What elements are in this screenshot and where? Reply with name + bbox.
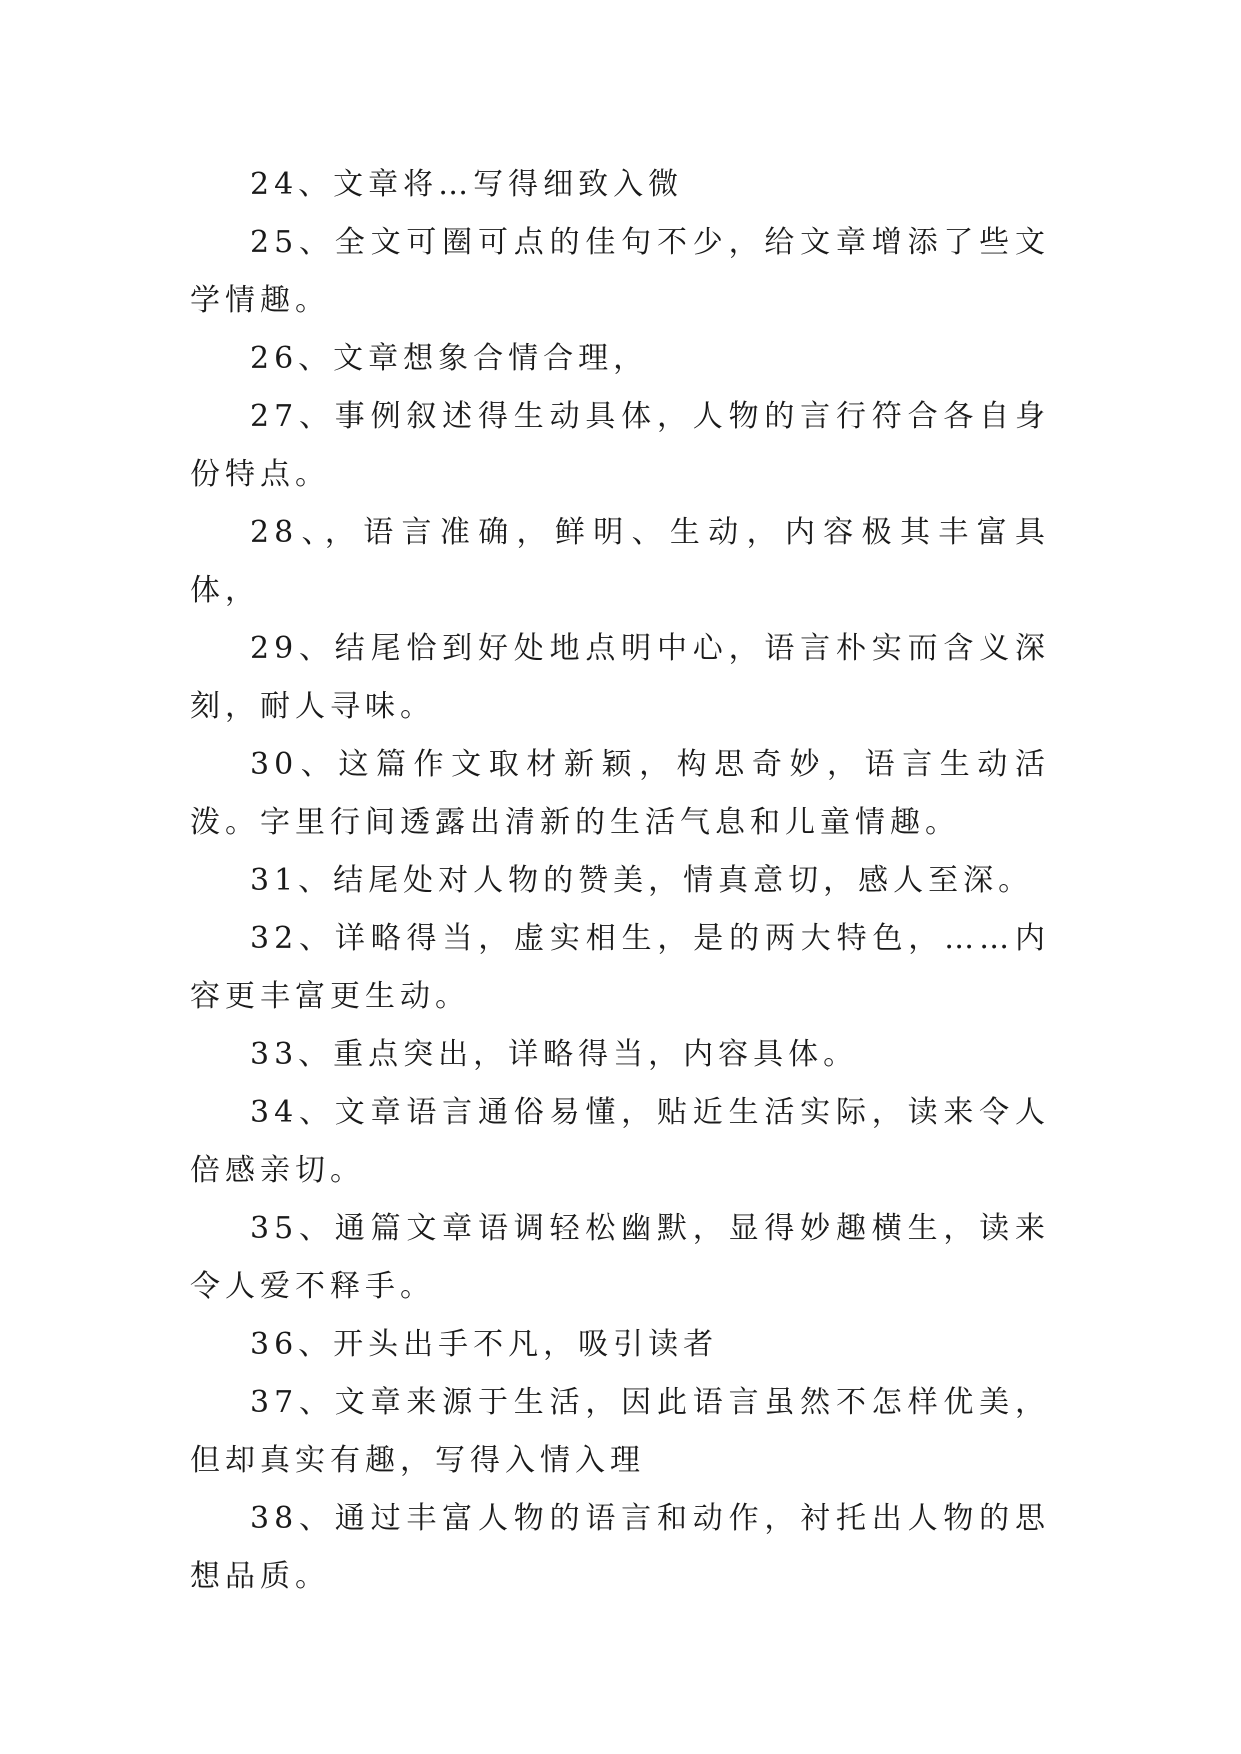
document-body bbox=[190, 156, 1050, 1606]
paragraph-34: 34、文章语言通俗易懂，贴近生活实际，读来令人倍感亲切。 bbox=[190, 1095, 1050, 1188]
paragraph-24: 24、文章将…写得细致入微 bbox=[250, 167, 684, 202]
paragraph-30: 30、这篇作文取材新颖，构思奇妙，语言生动活泼。字里行间透露出清新的生活气息和儿童情趣。 bbox=[190, 747, 1050, 840]
paragraph-37: 37、文章来源于生活，因此语言虽然不怎样优美，但却真实有趣，写得入情入理 bbox=[190, 1385, 1050, 1478]
paragraph-26: 26、文章想象合情合理， bbox=[250, 341, 649, 376]
paragraph-28: 28、，语言准确，鲜明、生动，内容极其丰富具体， bbox=[190, 515, 1050, 608]
paragraph-31: 31、结尾处对人物的赞美，情真意切，感人至深。 bbox=[250, 863, 1034, 898]
paragraph-32: 32、详略得当，虚实相生，是的两大特色，……内容更丰富更生动。 bbox=[190, 921, 1050, 1014]
paragraph-38: 38、通过丰富人物的语言和动作，衬托出人物的思想品质。 bbox=[190, 1501, 1050, 1594]
paragraph-29: 29、结尾恰到好处地点明中心，语言朴实而含义深刻，耐人寻味。 bbox=[190, 631, 1050, 724]
paragraph-27: 27、事例叙述得生动具体，人物的言行符合各自身份特点。 bbox=[190, 399, 1050, 492]
paragraph-35: 35、通篇文章语调轻松幽默，显得妙趣横生，读来令人爱不释手。 bbox=[190, 1211, 1050, 1304]
paragraph-25: 25、全文可圈可点的佳句不少，给文章增添了些文学情趣。 bbox=[190, 225, 1050, 318]
paragraph-33: 33、重点突出，详略得当，内容具体。 bbox=[250, 1037, 859, 1072]
paragraph-36: 36、开头出手不凡，吸引读者 bbox=[250, 1327, 719, 1362]
